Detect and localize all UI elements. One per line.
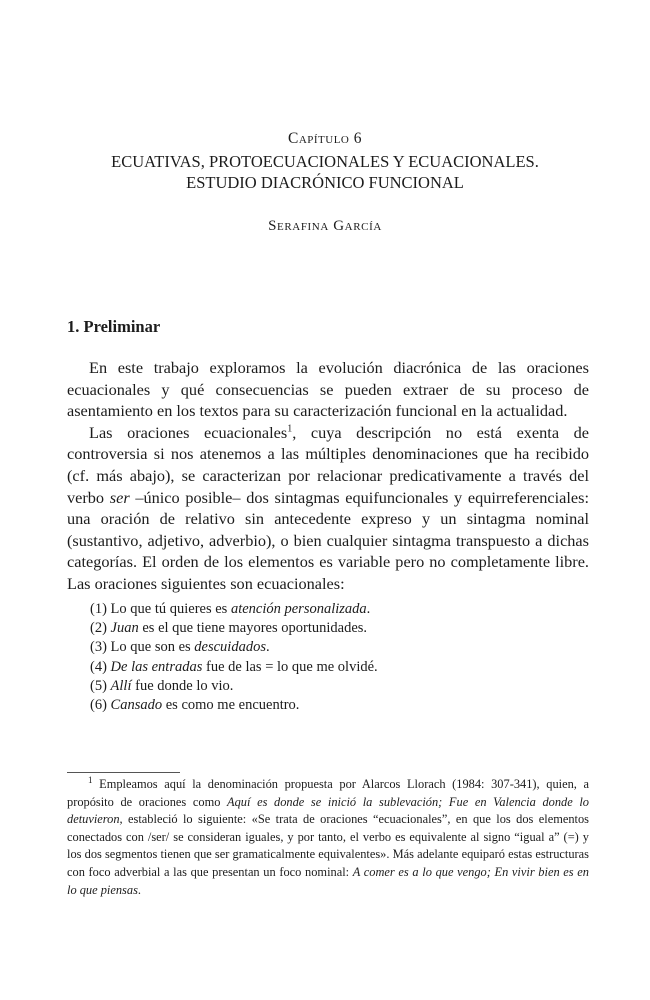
example-5-text: fue donde lo vio. bbox=[131, 677, 234, 694]
chapter-title bbox=[60, 151, 590, 193]
examples-list bbox=[90, 600, 590, 715]
example-6-text: es como me encuentro. bbox=[162, 697, 300, 714]
example-3-end: . bbox=[265, 639, 270, 656]
example-2-number: (2) bbox=[90, 620, 111, 637]
example-5-number: (5) bbox=[90, 677, 111, 694]
example-4-number: (4) bbox=[90, 658, 111, 675]
example-5-italic: Allí bbox=[110, 677, 132, 694]
example-2-italic: Juan bbox=[110, 620, 139, 637]
chapter-title-line-1: ECUATIVAS, PROTOECUACIONALES Y ECUACIONALES. bbox=[111, 152, 539, 171]
chapter-label: Capítulo 6 bbox=[287, 130, 362, 147]
example-3-text: (3) Lo que son es bbox=[90, 639, 195, 656]
chapter-title-line-2: ESTUDIO DIACRÓNICO FUNCIONAL bbox=[186, 173, 464, 192]
body-text bbox=[67, 357, 589, 595]
example-6 bbox=[90, 696, 590, 715]
paragraph-2-text-c: –único posible– dos sintagmas equifuncionales y equirreferenciales: una oración de relativo sin antecedente expreso y un sintagma nominal (sustantivo, adjetivo, adverbio), o bien cualquier sintagma transpuesto a dichas categorías. El orden de los elementos es variable pero no completamente libre. Las oraciones siguientes son ecuacionales: bbox=[67, 487, 590, 593]
example-1-text: (1) Lo que tú quieres es bbox=[90, 601, 231, 617]
example-3-italic: descuidados bbox=[194, 639, 266, 656]
footnote-divider bbox=[67, 772, 180, 773]
example-1-end: . bbox=[366, 601, 371, 617]
example-1 bbox=[90, 600, 590, 619]
example-2-text: es el que tiene mayores oportunidades. bbox=[138, 620, 368, 637]
paragraph-2-text-a: Las oraciones ecuacionales bbox=[89, 422, 288, 442]
example-5 bbox=[90, 677, 590, 696]
footnote-text-a: Empleamos aquí la denominación propuesta por Alarcos Llorach (1984: 307-341), quien, a propósito de oraciones como bbox=[67, 777, 589, 809]
footnote-italic-d: A comer es a lo que vengo; En vivir bien es en lo que piensas bbox=[67, 864, 589, 897]
section-heading: 1. Preliminar bbox=[67, 317, 161, 336]
example-6-italic: Cansado bbox=[110, 697, 163, 714]
paragraph-1: En este trabajo exploramos la evolución diacrónica de las oraciones ecuacionales y qué consecuencias se pueden extraer de su proceso de asentamiento en los textos para su caracterización funcional en la actualidad. bbox=[67, 358, 589, 421]
italic-ser: ser bbox=[109, 487, 130, 507]
paragraph-2-text-b: , cuya descripción no está exenta de controversia si nos atenemos a las múltiples denominaciones que ha recibido (cf. más abajo), se caracterizan por relacionar predicativamente a través del verbo bbox=[67, 422, 589, 507]
example-3 bbox=[90, 638, 590, 657]
footnote-mark: 1 bbox=[88, 774, 93, 785]
paragraph-2 bbox=[67, 422, 589, 595]
footnote-text-e: . bbox=[137, 882, 142, 897]
example-4-text: fue de las = lo que me olvidé. bbox=[202, 658, 378, 675]
example-2 bbox=[90, 619, 590, 638]
footnote-reference[interactable]: 1 bbox=[287, 423, 293, 435]
footnote bbox=[67, 776, 589, 899]
example-1-italic: atención personalizada bbox=[230, 601, 367, 617]
footnote-text-c: estableció lo siguiente: «Se trata de oraciones “ecuacionales”, en que los dos elementos conectados con /ser/ se consideran iguales, y por tanto, el verbo es equivalente al signo “igual a” (=) y los dos segmentos tienen que ser gramaticalmente equivalentes». Más adelante equiparó estas estructuras con foco adverbial a las que presentan un foco nominal: bbox=[67, 812, 589, 879]
author-name: Serafina García bbox=[268, 218, 382, 234]
example-4 bbox=[90, 658, 590, 677]
footnote-1 bbox=[67, 776, 589, 899]
example-4-italic: De las entradas bbox=[110, 658, 203, 675]
example-6-number: (6) bbox=[90, 697, 111, 714]
footnote-italic-b: Aquí es donde se inició la sublevación; Fue en Valencia donde lo detuvieron, bbox=[67, 794, 589, 827]
